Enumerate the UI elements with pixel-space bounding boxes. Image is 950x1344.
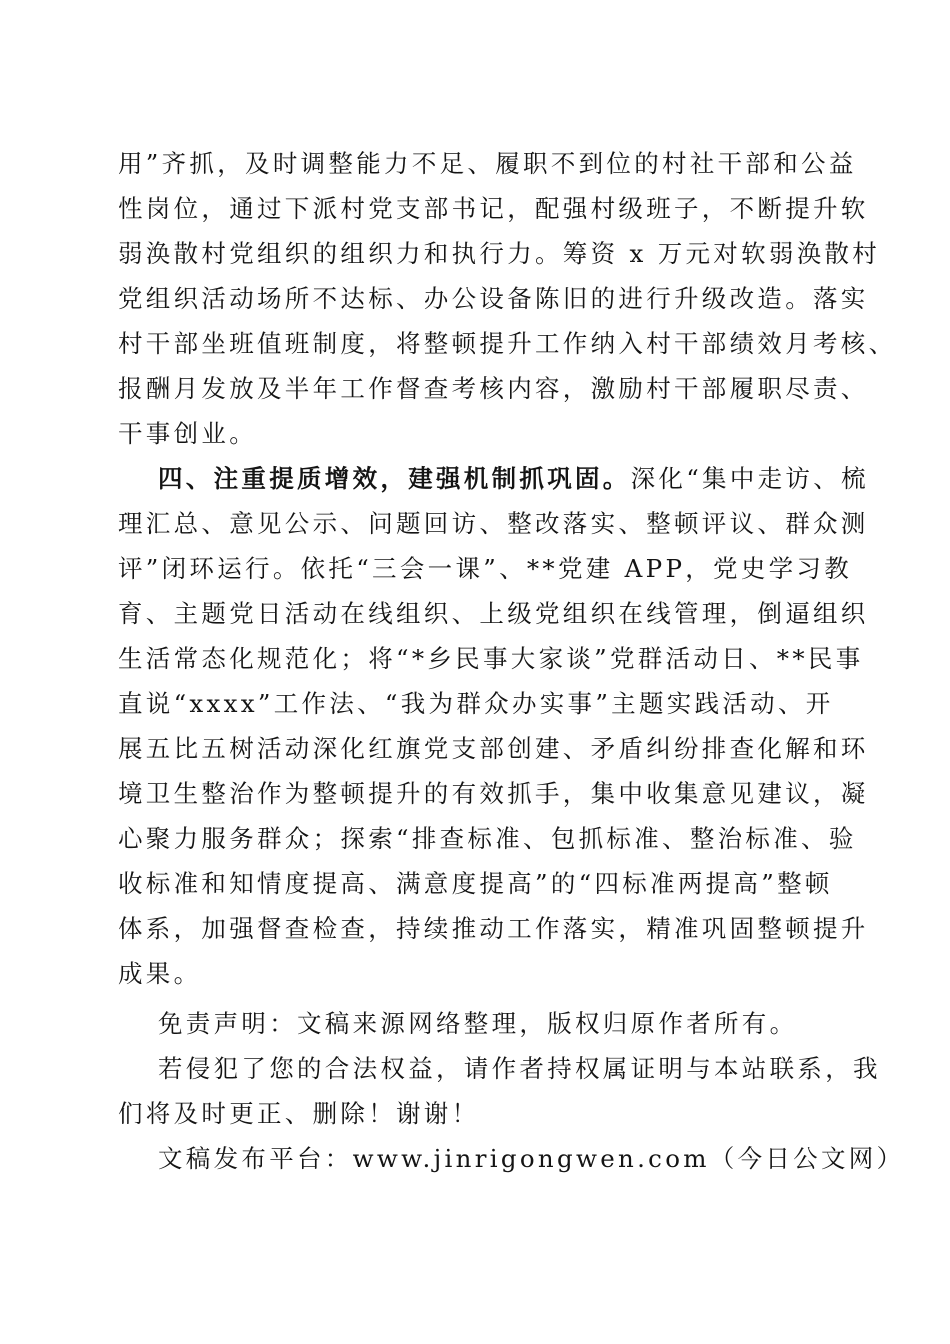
paragraph-2-line-1 — [158, 464, 869, 493]
paragraph-2-first-line-text: 深化“集中走访、梳 — [630, 464, 869, 493]
paragraph-2-line-5: 生活常态化规范化；将“*乡民事大家谈”党群活动日、**民事 — [118, 644, 864, 673]
paragraph-1-line-2: 性岗位，通过下派村党支部书记，配强村级班子，不断提升软 — [118, 194, 869, 223]
paragraph-1-line-1: 用”齐抓，及时调整能力不足、履职不到位的村社干部和公益 — [118, 149, 857, 178]
paragraph-2-line-10: 收标准和知情度提高、满意度提高”的“四标准两提高”整顿 — [118, 869, 833, 898]
disclaimer-line-3: 们将及时更正、删除！谢谢！ — [118, 1099, 480, 1128]
paragraph-1-line-6: 报酬月发放及半年工作督查考核内容，激励村干部履职尽责、 — [118, 374, 869, 403]
paragraph-2-line-9: 心聚力服务群众；探索“排查标准、包抓标准、整治标准、验 — [118, 824, 857, 853]
paragraph-1-line-5: 村干部坐班值班制度，将整顿提升工作纳入村干部绩效月考核、 — [118, 329, 897, 358]
paragraph-1-line-3: 弱涣散村党组织的组织力和执行力。筹资 x 万元对软弱涣散村 — [118, 239, 881, 268]
paragraph-2-line-6: 直说“xxxx”工作法、“我为群众办实事”主题实践活动、开 — [118, 689, 834, 718]
paragraph-2-line-12: 成果。 — [118, 959, 202, 988]
paragraph-2-line-3: 评”闭环运行。依托“三会一课”、**党建 APP，党史学习教 — [118, 554, 853, 583]
paragraph-1-line-7: 干事创业。 — [118, 419, 257, 448]
paragraph-2-line-2: 理汇总、意见公示、问题回访、整改落实、整顿评议、群众测 — [118, 509, 869, 538]
paragraph-2-line-8: 境卫生整治作为整顿提升的有效抓手，集中收集意见建议，凝 — [118, 779, 869, 808]
disclaimer-line-2: 若侵犯了您的合法权益，请作者持权属证明与本站联系，我 — [158, 1054, 881, 1083]
paragraph-2-line-4: 育、主题党日活动在线组织、上级党组织在线管理，倒逼组织 — [118, 599, 869, 628]
paragraph-2-line-7: 展五比五树活动深化红旗党支部创建、矛盾纠纷排查化解和环 — [118, 734, 869, 763]
paragraph-2-line-11: 体系，加强督查检查，持续推动工作落实，精准巩固整顿提升 — [118, 914, 869, 943]
paragraph-1-line-4: 党组织活动场所不达标、办公设备陈旧的进行升级改造。落实 — [118, 284, 869, 313]
section-heading: 四、注重提质增效，建强机制抓巩固。 — [158, 464, 631, 493]
disclaimer-line-1: 免责声明：文稿来源网络整理，版权归原作者所有。 — [158, 1009, 798, 1038]
publisher-line: 文稿发布平台：www.jinrigongwen.com（今日公文网） — [158, 1144, 905, 1173]
